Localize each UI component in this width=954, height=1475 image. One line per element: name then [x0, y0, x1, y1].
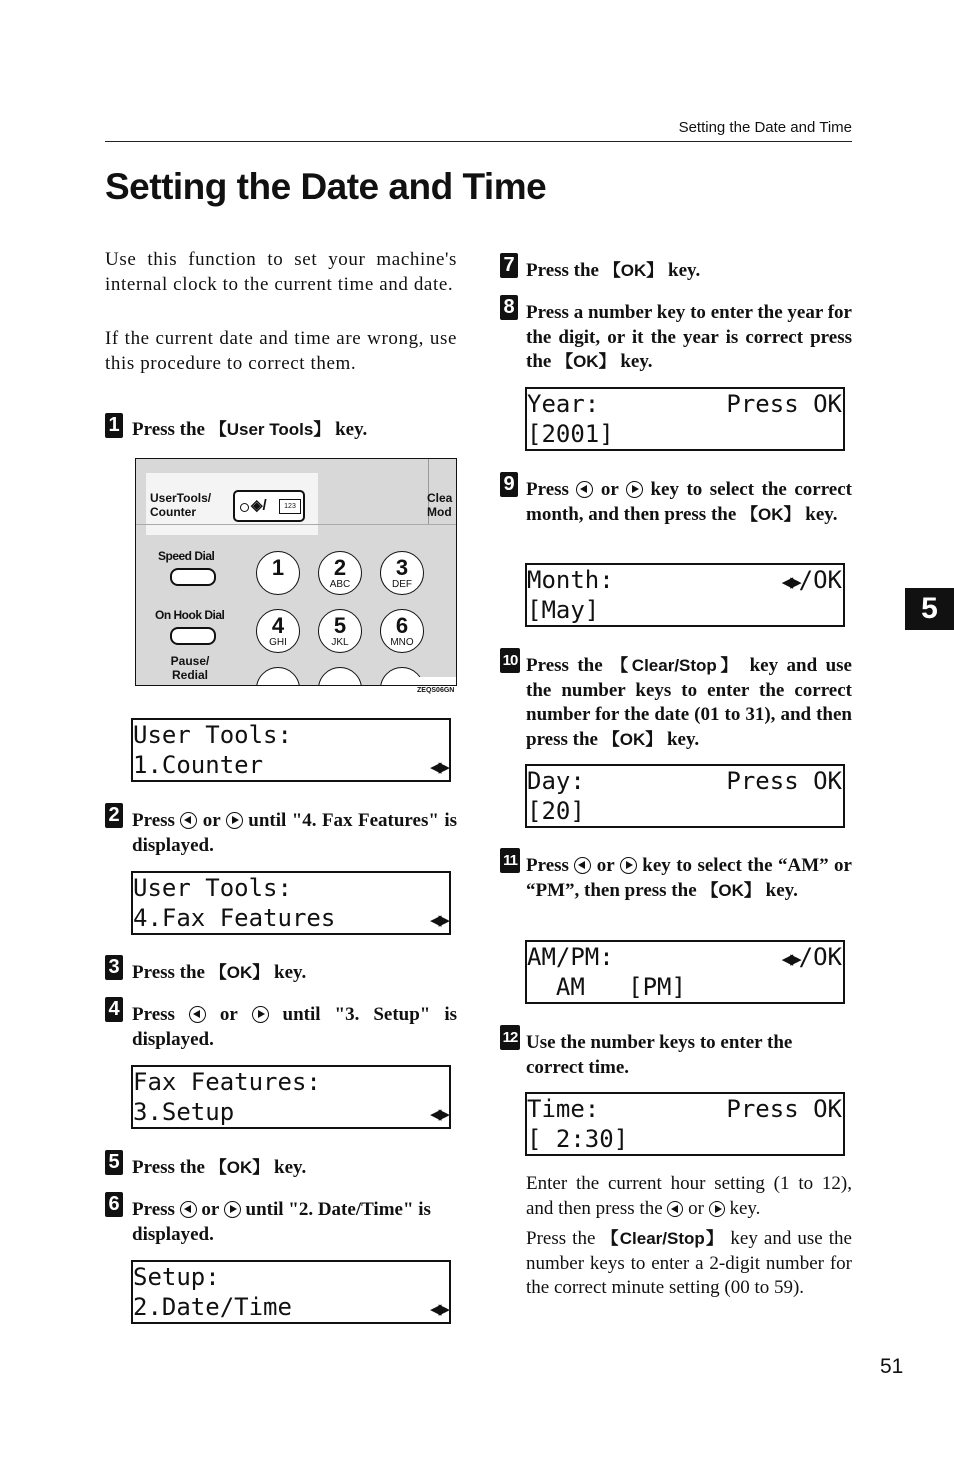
- step-2-c: until "4. Fax Features" is displayed.: [132, 810, 457, 856]
- left-arrow-key-icon: [667, 1201, 683, 1217]
- step-number-12: 12: [500, 1025, 520, 1050]
- left-right-arrows-icon: ◀▶: [781, 948, 799, 970]
- lcd-setup-date-time: [131, 1260, 451, 1324]
- lcd-line-1: Time:: [527, 1095, 600, 1123]
- step-8-pre: Press a number key to enter the year for the digit, or it the year is correct press the: [526, 302, 852, 372]
- step-3-pre: Press the: [132, 962, 210, 983]
- user-tools-button: [233, 490, 305, 522]
- step-4-b: or: [205, 1004, 252, 1025]
- keypad-4-digit: 4: [271, 613, 285, 638]
- step-10-post: key.: [662, 728, 700, 750]
- keypad-2-letters: ABC: [329, 579, 351, 590]
- note-1-c: key.: [724, 1197, 761, 1219]
- lcd-time: [525, 1092, 845, 1156]
- control-panel-illustration: [135, 458, 457, 686]
- step-11-b: or: [591, 855, 620, 876]
- lcd-line-1: Day:: [527, 767, 585, 795]
- lcd-line-2: [May]: [527, 596, 600, 624]
- lcd-line-1: Month:: [527, 566, 614, 594]
- counter-icon: 123: [279, 499, 301, 514]
- keypad-1-digit: 1: [271, 555, 285, 580]
- step-5-pre: Press the: [132, 1157, 210, 1178]
- ok-key-label: 【OK】: [701, 880, 761, 900]
- keypad-2: [318, 551, 362, 595]
- step-2-a: Press: [132, 810, 181, 831]
- step-1-pre: Press the: [132, 419, 210, 440]
- step-6-a: Press: [132, 1199, 180, 1220]
- right-arrow-key-icon: [620, 857, 637, 874]
- keypad-6: [380, 609, 424, 653]
- user-tools-key-label: 【User Tools】: [209, 420, 331, 439]
- step-9-text: [526, 478, 852, 527]
- lcd-line-1: User Tools:: [133, 721, 292, 749]
- panel-counter-label: Counter: [150, 505, 196, 519]
- right-arrow-key-icon: [224, 1201, 241, 1218]
- step-1-post: key.: [330, 419, 368, 440]
- keypad-6-digit: 6: [395, 613, 409, 638]
- keypad-7-partial: [256, 667, 300, 686]
- step-number-8: 8: [500, 295, 518, 320]
- lcd-line-2: [ 2:30]: [527, 1125, 629, 1153]
- running-header-title: Setting the Date and Time: [678, 119, 852, 136]
- lcd-day: [525, 764, 845, 828]
- lcd-line-2: 2.Date/Time: [133, 1293, 292, 1321]
- lcd-line-2: 1.Counter: [133, 751, 264, 779]
- ok-key-label: 【OK】: [556, 352, 616, 371]
- step-9-c: key to select the correct month, and then press the: [526, 479, 852, 525]
- step-8-text: [526, 301, 852, 375]
- step-9-post: key.: [800, 503, 838, 525]
- step-5-text: [132, 1156, 457, 1181]
- keypad-8-partial: [318, 667, 362, 686]
- left-right-arrows-icon: ◀▶: [781, 571, 799, 593]
- left-right-arrows-icon: ◀▶: [430, 909, 447, 931]
- lcd-fax-features-setup: [131, 1065, 451, 1129]
- lcd-line-2: 3.Setup: [133, 1098, 235, 1126]
- step-9-a: Press: [526, 479, 577, 500]
- illustration-code: ZEQS06GN: [417, 687, 455, 694]
- step-6-b: or: [196, 1199, 224, 1220]
- step-11-post: key.: [760, 879, 798, 901]
- keypad-4-letters: GHI: [269, 637, 287, 648]
- running-header: [105, 117, 852, 142]
- step-number-11: 11: [500, 848, 520, 873]
- right-arrow-key-icon: [226, 812, 243, 829]
- right-arrow-key-icon: [252, 1006, 269, 1023]
- lcd-line-1-right: Press OK: [726, 390, 842, 418]
- step-3-post: key.: [269, 962, 307, 983]
- page-title: Setting the Date and Time: [105, 166, 547, 207]
- step-1-text: [132, 418, 457, 443]
- step-6-c: until "2. Date/Time" is displayed.: [132, 1199, 431, 1245]
- speed-dial-label: Speed Dial: [158, 549, 215, 563]
- panel-usertools-label: UserTools/: [150, 491, 212, 505]
- lcd-line-1: Fax Features:: [133, 1068, 321, 1096]
- note-1-a: Enter the current hour setting (1 to 12), and then press the: [526, 1173, 852, 1219]
- keypad-3: [380, 551, 424, 595]
- panel-clear-label: Clea: [427, 491, 453, 505]
- step-10-mid: key and use the number keys to enter the correct number for the date (01 to 31), and then press the: [526, 655, 852, 750]
- step-11-text: [526, 854, 852, 903]
- chapter-tab: 5: [905, 588, 954, 630]
- step-2-text: [132, 809, 457, 858]
- step-9-b: or: [593, 479, 626, 500]
- lcd-line-2: [20]: [527, 797, 585, 825]
- lcd-ok-label: /OK: [798, 943, 842, 971]
- left-arrow-key-icon: [189, 1006, 206, 1023]
- step-11-a: Press: [526, 855, 575, 876]
- ok-key-label: 【OK】: [603, 261, 664, 280]
- redial-label: Redial: [171, 668, 208, 682]
- step-7-text: [526, 259, 852, 284]
- lcd-user-tools-fax-features: [131, 871, 451, 935]
- intro-paragraph-1: Use this function to set your machine's internal clock to the current time and date.: [105, 249, 457, 295]
- panel-mode-label: Mod: [427, 505, 452, 519]
- step-8-post: key.: [615, 351, 653, 372]
- keypad-3-digit: 3: [395, 555, 409, 580]
- lcd-line-1-right: Press OK: [726, 1095, 842, 1123]
- step-7-pre: Press the: [526, 260, 604, 281]
- note-2-pre: Press the: [526, 1228, 602, 1249]
- step-3-text: [132, 961, 457, 986]
- step-10-text: [526, 654, 852, 752]
- step-11-c: key to select the “AM” or “PM”, then press the: [526, 855, 852, 901]
- ok-key-label: 【OK】: [209, 963, 270, 982]
- note-2-post: key and use the number keys to enter a 2-digit number for the correct minute setting (00 to 59).: [526, 1228, 852, 1298]
- step-10-pre: Press the: [526, 655, 612, 676]
- step-12-text: Use the number keys to enter the correct time.: [526, 1032, 793, 1078]
- step-4-c: until "3. Setup" is displayed.: [132, 1004, 458, 1050]
- on-hook-label: On Hook Dial: [155, 608, 225, 622]
- speed-dial-button: [170, 568, 216, 586]
- keypad-4: [256, 609, 300, 653]
- left-arrow-key-icon: [576, 481, 593, 498]
- intro-paragraph-2: If the current date and time are wrong, use this procedure to correct them.: [105, 328, 457, 374]
- step-2-b: or: [197, 810, 226, 831]
- ok-key-label: 【OK】: [741, 504, 801, 524]
- step-number-2: 2: [105, 803, 123, 828]
- step-number-4: 4: [105, 997, 123, 1022]
- lcd-line-2: [2001]: [527, 420, 614, 448]
- lcd-line-1-right: [782, 942, 842, 974]
- pause-label: Pause/: [170, 654, 210, 668]
- clear-stop-key-label: 【Clear/Stop】: [611, 656, 742, 675]
- lcd-user-tools-counter: [131, 718, 451, 782]
- lcd-line-2: AM [PM]: [527, 973, 686, 1001]
- keypad-3-letters: DEF: [392, 579, 412, 590]
- lcd-month: [525, 563, 845, 627]
- note-1-b: or: [683, 1197, 709, 1219]
- left-arrow-key-icon: [180, 1201, 197, 1218]
- lcd-line-1: User Tools:: [133, 874, 292, 902]
- step-4-text: [132, 1003, 457, 1052]
- step-number-6: 6: [105, 1192, 123, 1217]
- keypad-5-letters: JKL: [331, 637, 349, 648]
- left-right-arrows-icon: ◀▶: [430, 1103, 447, 1125]
- lcd-am-pm: [525, 940, 845, 1004]
- keypad-5: [318, 609, 362, 653]
- note-minute-setting: [526, 1227, 852, 1301]
- lcd-line-1: Setup:: [133, 1263, 220, 1291]
- ok-key-label: 【OK】: [602, 729, 663, 749]
- step-number-3: 3: [105, 955, 123, 980]
- lcd-line-1: Year:: [527, 390, 600, 418]
- page-number: 51: [880, 1355, 904, 1378]
- keypad-5-digit: 5: [333, 613, 347, 638]
- lcd-year: [525, 387, 845, 451]
- keypad-2-digit: 2: [333, 555, 347, 580]
- lcd-line-1-right: Press OK: [726, 767, 842, 795]
- step-number-10: 10: [500, 648, 520, 673]
- ok-key-label: 【OK】: [209, 1158, 270, 1177]
- note-hour-setting: [526, 1172, 852, 1221]
- left-right-arrows-icon: ◀▶: [430, 1298, 447, 1320]
- step-7-post: key.: [663, 260, 701, 281]
- lcd-line-1: AM/PM:: [527, 943, 614, 971]
- keypad-6-letters: MNO: [390, 637, 414, 648]
- step-number-1: 1: [105, 413, 123, 438]
- on-hook-button: [170, 627, 216, 645]
- step-6-text: [132, 1198, 462, 1247]
- right-arrow-key-icon: [709, 1201, 725, 1217]
- step-4-a: Press: [132, 1004, 189, 1025]
- keypad-1: [256, 551, 300, 595]
- lcd-line-2: 4.Fax Features: [133, 904, 336, 932]
- step-number-5: 5: [105, 1150, 123, 1175]
- right-arrow-key-icon: [626, 481, 643, 498]
- lcd-ok-label: /OK: [798, 566, 842, 594]
- clear-stop-key-label: 【Clear/Stop】: [601, 1229, 725, 1248]
- left-arrow-key-icon: [180, 812, 197, 829]
- lcd-line-1-right: [782, 565, 842, 597]
- user-tools-icon: ◈/: [251, 497, 267, 514]
- left-right-arrows-icon: ◀▶: [430, 756, 447, 778]
- step-number-7: 7: [500, 253, 518, 278]
- step-5-post: key.: [269, 1157, 307, 1178]
- left-arrow-key-icon: [574, 857, 591, 874]
- step-number-9: 9: [500, 472, 518, 497]
